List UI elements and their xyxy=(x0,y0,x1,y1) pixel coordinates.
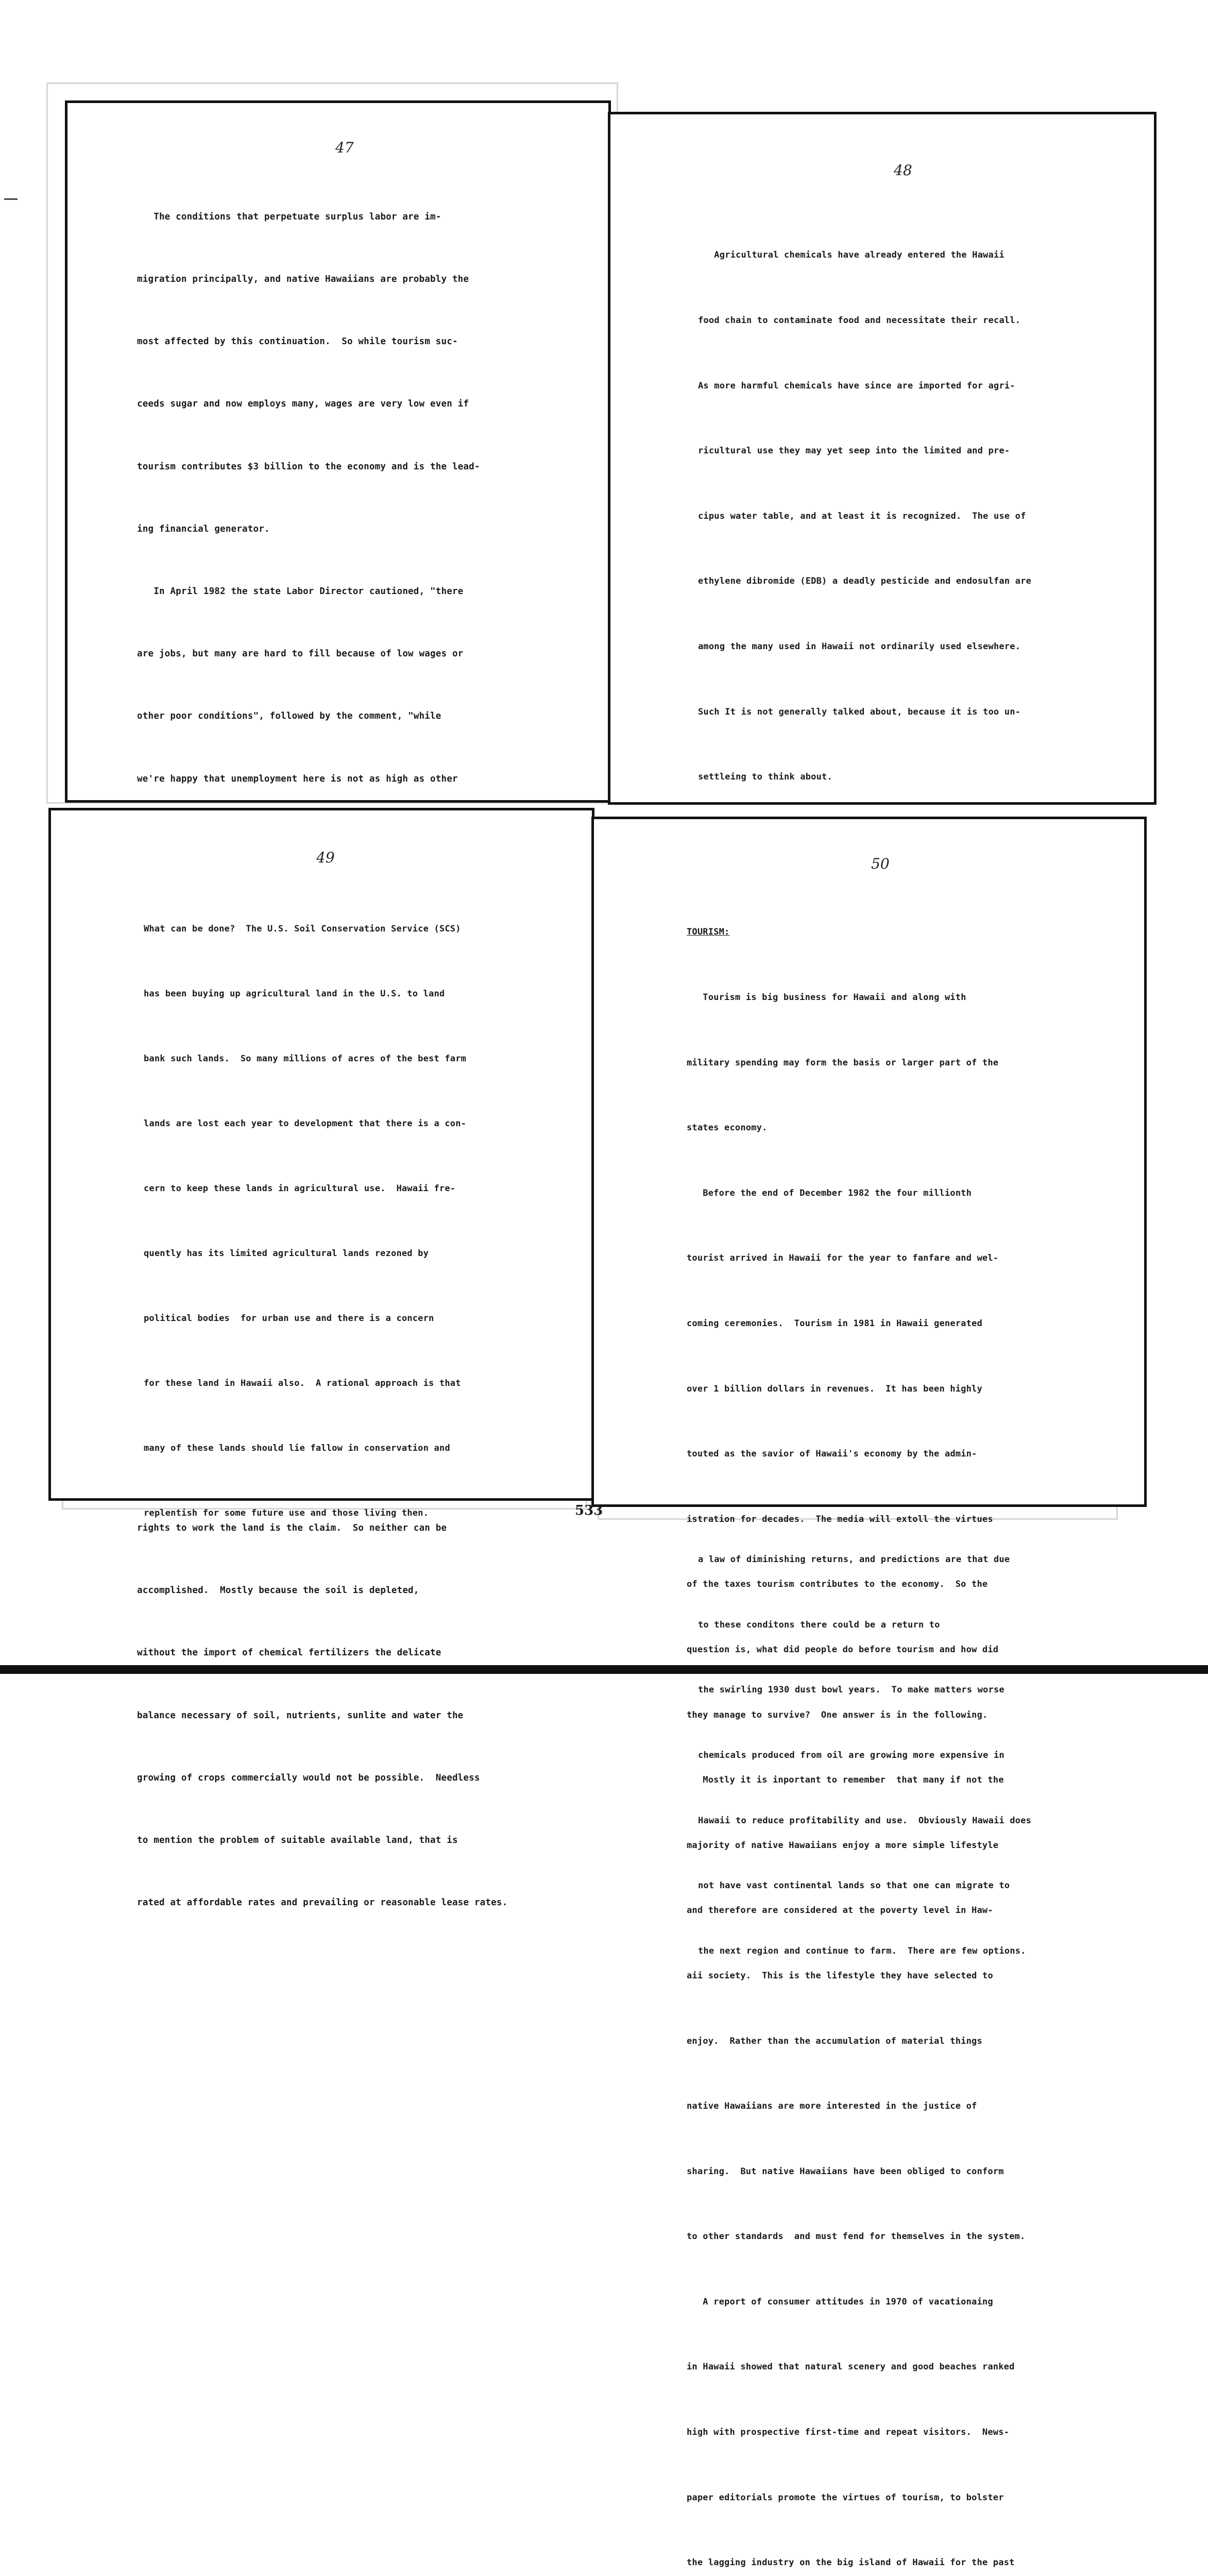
text-line: quently has its limited agricultural lands rezoned by xyxy=(144,1248,429,1259)
page-text xyxy=(687,878,1025,2576)
text-line: they manage to survive? One answer is in the following. xyxy=(687,1709,988,1720)
text-line: Tourism is big business for Hawaii and along with xyxy=(687,992,966,1003)
text-line: high with prospective first-time and repeat visitors. News- xyxy=(687,2427,1010,2438)
text-line: A report of consumer attitudes in 1970 of vacationaing xyxy=(687,2296,993,2307)
text-line: settleing to think about. xyxy=(698,772,832,783)
text-line: we're happy that unemployment here is not as high as other xyxy=(137,773,458,784)
section-heading: TOURISM: xyxy=(687,927,730,938)
text-line: for these land in Hawaii also. A rational approach is that xyxy=(144,1378,461,1388)
text-line: to these conditons there could be a return to xyxy=(698,1619,940,1630)
text-line: sharing. But native Hawaiians have been obliged to conform xyxy=(687,2166,1004,2177)
text-line: among the many used in Hawaii not ordinarily used elsewhere. xyxy=(698,641,1021,652)
text-line: in Hawaii showed that natural scenery and good beaches ranked xyxy=(687,2362,1015,2372)
text-line: Agricultural chemicals have already entered the Hawaii xyxy=(698,250,1005,261)
text-line: are jobs, but many are hard to fill because of low wages or xyxy=(137,649,464,659)
text-line: ceeds sugar and now employs many, wages are very low even if xyxy=(137,399,469,410)
text-line: to other standards and must fend for themselves in the system. xyxy=(687,2231,1026,2242)
text-line: Mostly it is inportant to remember that many if not the xyxy=(687,1775,1004,1786)
text-line: without the import of chemical fertilizers the delicate xyxy=(137,1648,441,1658)
text-line: rights to work the land is the claim. So neither can be xyxy=(137,1523,447,1534)
text-line: What can be done? The U.S. Soil Conservation Service (SCS) xyxy=(144,924,461,934)
text-line: question is, what did people do before tourism and how did xyxy=(687,1644,999,1655)
text-line: the lagging industry on the big island of Hawaii for the past xyxy=(687,2557,1015,2568)
text-line: chemicals produced from oil are growing more expensive in xyxy=(698,1750,1005,1761)
text-line: The conditions that perpetuate surplus labor are im- xyxy=(137,211,441,222)
text-line: paper editorials promote the virtues of tourism, to bolster xyxy=(687,2492,1004,2503)
page-text xyxy=(144,875,466,1567)
text-line: most affected by this continuation. So while tourism suc- xyxy=(137,336,458,347)
text-line: the swirling 1930 dust bowl years. To make matters worse xyxy=(698,1685,1005,1696)
text-line: enjoy. Rather than the accumulation of material things xyxy=(687,2036,982,2046)
page-number: 533 xyxy=(575,1503,603,1518)
text-line: other poor conditions", followed by the comment, "while xyxy=(137,711,441,722)
text-line: bank such lands. So many millions of acres of the best farm xyxy=(144,1054,467,1064)
text-line: food chain to contaminate food and necessitate their recall. xyxy=(698,315,1021,326)
text-line: Hawaii to reduce profitability and use. Obviously Hawaii does xyxy=(698,1815,1031,1826)
edge-mark xyxy=(4,198,18,200)
text-line: balance necessary of soil, nutrients, sunlite and water the xyxy=(137,1710,464,1721)
text-line: a law of diminishing returns, and predictions are that due xyxy=(698,1554,1010,1565)
text-line: migration principally, and native Hawaiians are probably the xyxy=(137,274,469,285)
text-line: coming ceremonies. Tourism in 1981 in Hawaii generated xyxy=(687,1318,982,1329)
text-line: ethylene dibromide (EDB) a deadly pesticide and endosulfan are xyxy=(698,576,1031,587)
text-line: As more harmful chemicals have since are imported for agri- xyxy=(698,380,1015,391)
text-line: touted as the savior of Hawaii's economy by the admin- xyxy=(687,1449,977,1460)
text-line: accomplished. Mostly because the soil is depleted, xyxy=(137,1585,419,1596)
text-line: not have vast continental lands so that one can migrate to xyxy=(698,1880,1010,1891)
text-line: tourist arrived in Hawaii for the year to fanfare and wel- xyxy=(687,1253,999,1264)
text-line: native Hawaiians are more interested in the justice of xyxy=(687,2101,977,2112)
text-line: rated at affordable rates and prevailing or reasonable lease rates. xyxy=(137,1897,508,1908)
text-line: and therefore are considered at the poverty level in Haw- xyxy=(687,1905,993,1916)
page-label: 48 xyxy=(894,162,912,179)
text-line: majority of native Hawaiians enjoy a more simple lifestyle xyxy=(687,1840,999,1851)
text-line: In April 1982 the state Labor Director cautioned, "there xyxy=(137,586,464,597)
text-line: military spending may form the basis or larger part of the xyxy=(687,1057,999,1068)
text-line: the next region and continue to farm. There are few options. xyxy=(698,1945,1026,1956)
text-line: political bodies for urban use and there is a concern xyxy=(144,1313,434,1324)
text-line: replentish for some future use and those living then. xyxy=(144,1508,429,1518)
text-line: many of these lands should lie fallow in conservation and xyxy=(144,1443,450,1453)
scan-edge-band xyxy=(0,1665,1208,1674)
page-label: 49 xyxy=(316,849,335,866)
text-line: lands are lost each year to development that there is a con- xyxy=(144,1118,467,1129)
text-line: tourism contributes $3 billion to the economy and is the lead- xyxy=(137,461,480,472)
text-line: states economy. xyxy=(687,1123,768,1133)
text-line: istration for decades. The media will extoll the virtues xyxy=(687,1514,993,1524)
text-line: Before the end of December 1982 the four millionth xyxy=(687,1188,972,1198)
text-line: has been buying up agricultural land in the U.S. to land xyxy=(144,989,445,999)
text-line: ing financial generator. xyxy=(137,523,270,534)
text-line: cern to keep these lands in agricultural use. Hawaii fre- xyxy=(144,1183,456,1194)
text-line: to mention the problem of suitable available land, that is xyxy=(137,1835,458,1846)
text-line: aii society. This is the lifestyle they have selected to xyxy=(687,1970,993,1981)
page-label: 47 xyxy=(335,139,354,156)
text-line: cipus water table, and at least it is recognized. The use of xyxy=(698,511,1026,521)
page-label: 50 xyxy=(871,855,890,872)
text-line: over 1 billion dollars in revenues. It has been highly xyxy=(687,1383,982,1394)
text-line: growing of crops commercially would not be possible. Needless xyxy=(137,1772,480,1783)
text-line: ricultural use they may yet seep into the limited and pre- xyxy=(698,446,1010,456)
text-line: Such It is not generally talked about, because it is too un- xyxy=(698,706,1021,717)
text-line: of the taxes tourism contributes to the economy. So the xyxy=(687,1579,988,1590)
